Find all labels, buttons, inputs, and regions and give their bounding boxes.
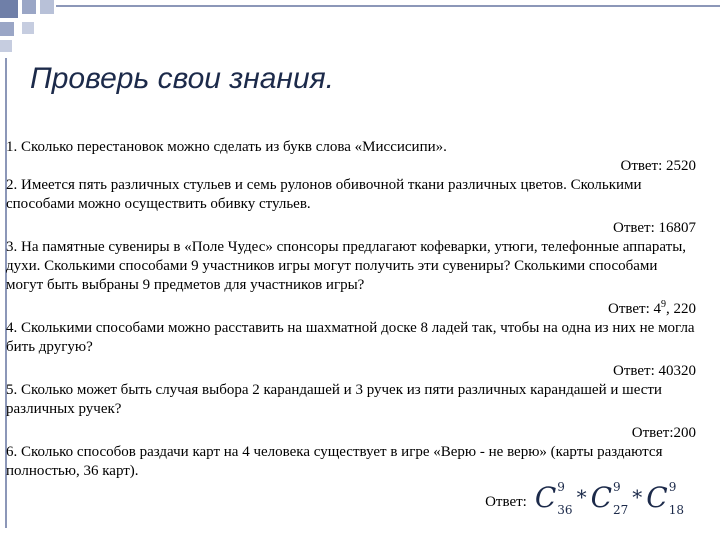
combination-formula <box>534 479 684 517</box>
combination-term <box>646 479 684 517</box>
term-upper-index: 9 <box>613 479 621 494</box>
deco-square <box>22 22 34 34</box>
question-list <box>6 136 698 517</box>
deco-square <box>22 0 36 14</box>
term-lower-index: 18 <box>668 502 684 517</box>
answer-2: Ответ: 16807 <box>612 220 696 236</box>
answer-6-label: Ответ: <box>485 494 527 510</box>
combination-symbol: C <box>534 481 557 514</box>
question-5: 5. Сколько может быть случая выбора 2 карандашей и 3 ручек из пяти различных карандашей и шести различных ручек? <box>6 382 662 417</box>
combination-term <box>534 479 573 517</box>
answer-5: Ответ:200 <box>631 425 696 441</box>
term-lower-index: 36 <box>557 502 573 517</box>
combination-symbol: C <box>590 481 612 514</box>
multiply-operator: * <box>632 485 643 509</box>
answer-3-prefix: Ответ: 4 <box>607 301 661 317</box>
question-3: 3. На памятные сувениры в «Поле Чудес» спонсоры предлагают кофеварки, утюги, телефонные аппараты, духи. Сколькими способами 9 участников игры могут получить эти сувениры? Сколькими способами могут быть выбраны 9 предметов для участников игры? <box>6 239 687 293</box>
top-rule <box>56 5 720 7</box>
term-upper-index: 9 <box>668 479 677 494</box>
question-6: 6. Сколько способов раздачи карт на 4 человека существует в игре «Верю - не верю» (карты раздаются полностью, 36 карт). <box>6 444 663 479</box>
question-4: 4. Сколькими способами можно расставить на шахматной доске 8 ладей так, чтобы на одна из них не могла бить другую? <box>6 320 695 355</box>
term-lower-index: 27 <box>613 502 629 517</box>
deco-square <box>40 0 54 14</box>
answer-3-suffix: , 220 <box>666 301 696 317</box>
question-1: 1. Сколько перестановок можно сделать из букв слова «Миссисипи». <box>6 139 447 155</box>
corner-decoration <box>0 0 60 60</box>
combination-term <box>590 479 629 517</box>
question-2: 2. Имеется пять различных стульев и семь рулонов обивочной ткани различных цветов. Сколькими способами можно осуществить обивку стульев. <box>6 177 642 212</box>
multiply-operator: * <box>576 485 587 509</box>
slide-title: Проверь свои знания. <box>30 62 334 95</box>
answer-1: Ответ: 2520 <box>620 158 696 174</box>
combination-symbol: C <box>646 481 668 514</box>
term-upper-index: 9 <box>557 479 565 494</box>
deco-square <box>0 0 18 18</box>
answer-3-exponent: 9 <box>661 299 666 310</box>
answer-6 <box>6 479 698 517</box>
deco-square <box>0 40 12 52</box>
answer-4: Ответ: 40320 <box>612 363 696 379</box>
deco-square <box>0 22 14 36</box>
answer-3 <box>6 295 698 319</box>
